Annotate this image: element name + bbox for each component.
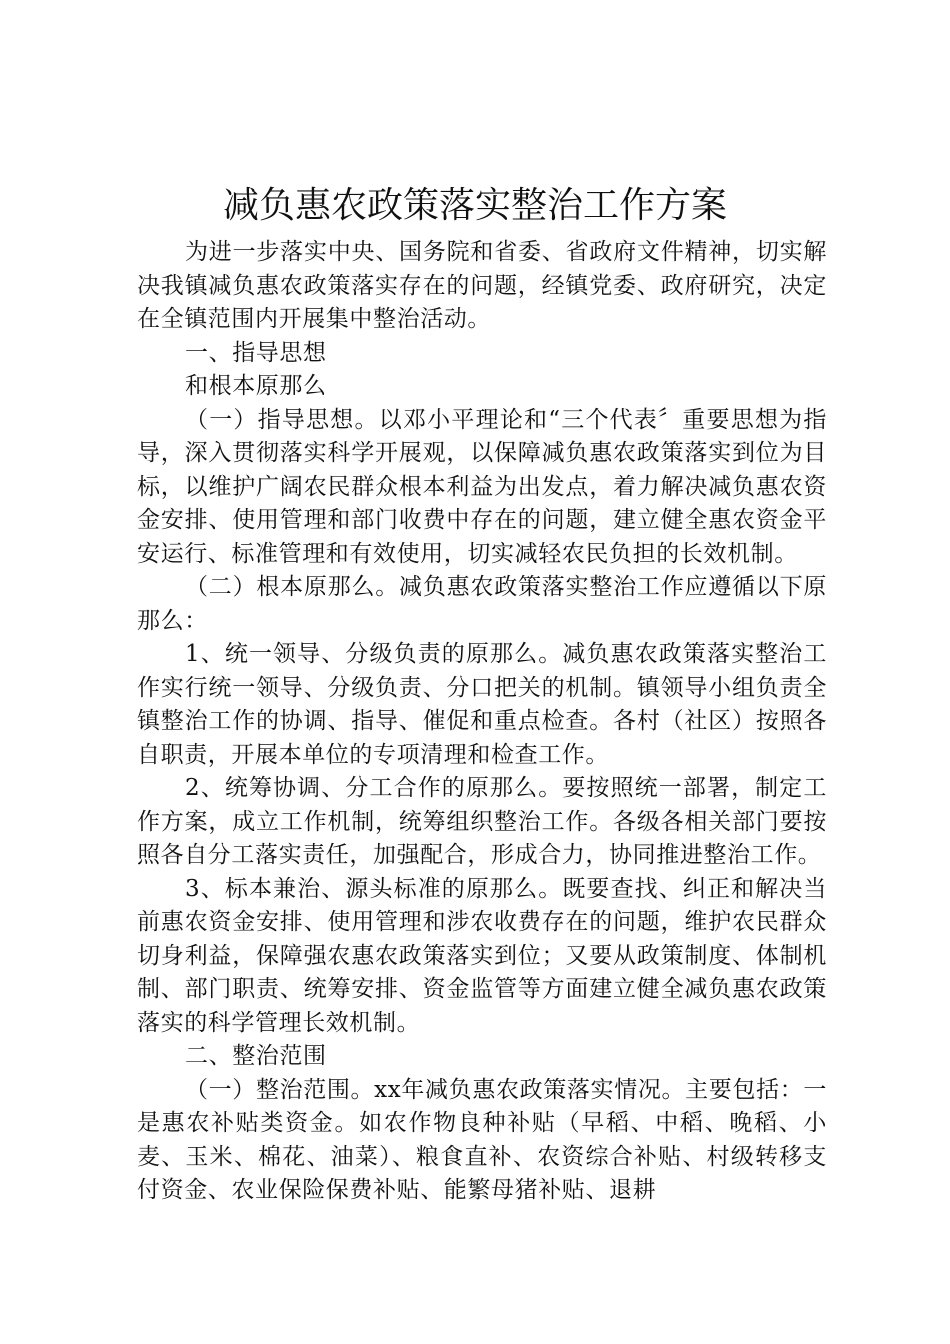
principle-item-1: 1、统一领导、分级负责的原那么。减负惠农政策落实整治工作实行统一领导、分级负责、分口把关的机制。镇领导小组负责全镇整治工作的协调、指导、催促和重点检查。各村（社区）按照各自职责，开展本单位的专项清理和检查工作。 [137,641,827,768]
intro-paragraph: 为进一步落实中央、国务院和省委、省政府文件精神，切实解决我镇减负惠农政策落实存在的问题，经镇党委、政府研究，决定在全镇范围内开展集中整治活动。 [137,239,827,332]
document-title: 减负惠农政策落实整治工作方案 [222,185,727,226]
paragraph-basic-principles: （二）根本原那么。减负惠农政策落实整治工作应遵循以下原那么： [137,574,827,634]
section-heading-scope: 二、整治范围 [185,1043,327,1069]
document-body [137,236,827,1208]
principle-item-3: 3、标本兼治、源头标准的原那么。既要查找、纠正和解决当前惠农资金安排、使用管理和涉农收费存在的问题，维护农民群众切身利益，保障强农惠农政策落实到位；又要从政策制度、体制机制、部门职责、统筹安排、资金监管等方面建立健全减负惠农政策落实的科学管理长效机制。 [137,875,827,1036]
paragraph-scope: （一）整治范围。xx年减负惠农政策落实情况。主要包括：一是惠农补贴类资金。如农作物良种补贴（早稻、中稻、晚稻、小麦、玉米、棉花、油菜）、粮食直补、农资综合补贴、村级转移支付资金、农业保险保费补贴、能繁母猪补贴、退耕 [137,1076,827,1203]
section-heading-continued: 和根本原那么 [185,373,327,399]
paragraph-guiding-thought: （一）指导思想。以邓小平理论和“三个代表〞重要思想为指导，深入贯彻落实科学开展观，以保障减负惠农政策落实到位为目标，以维护广阔农民群众根本利益为出发点，着力解决减负惠农资金安排、使用管理和部门收费中存在的问题，建立健全惠农资金平安运行、标准管理和有效使用，切实减轻农民负担的长效机制。 [137,406,827,567]
section-heading-guiding-thought: 一、指导思想 [185,339,327,366]
principle-item-2: 2、统筹协调、分工合作的原那么。要按照统一部署，制定工作方案，成立工作机制，统筹组织整治工作。各级各相关部门要按照各自分工落实责任，加强配合，形成合力，协同推进整治工作。 [137,775,827,868]
